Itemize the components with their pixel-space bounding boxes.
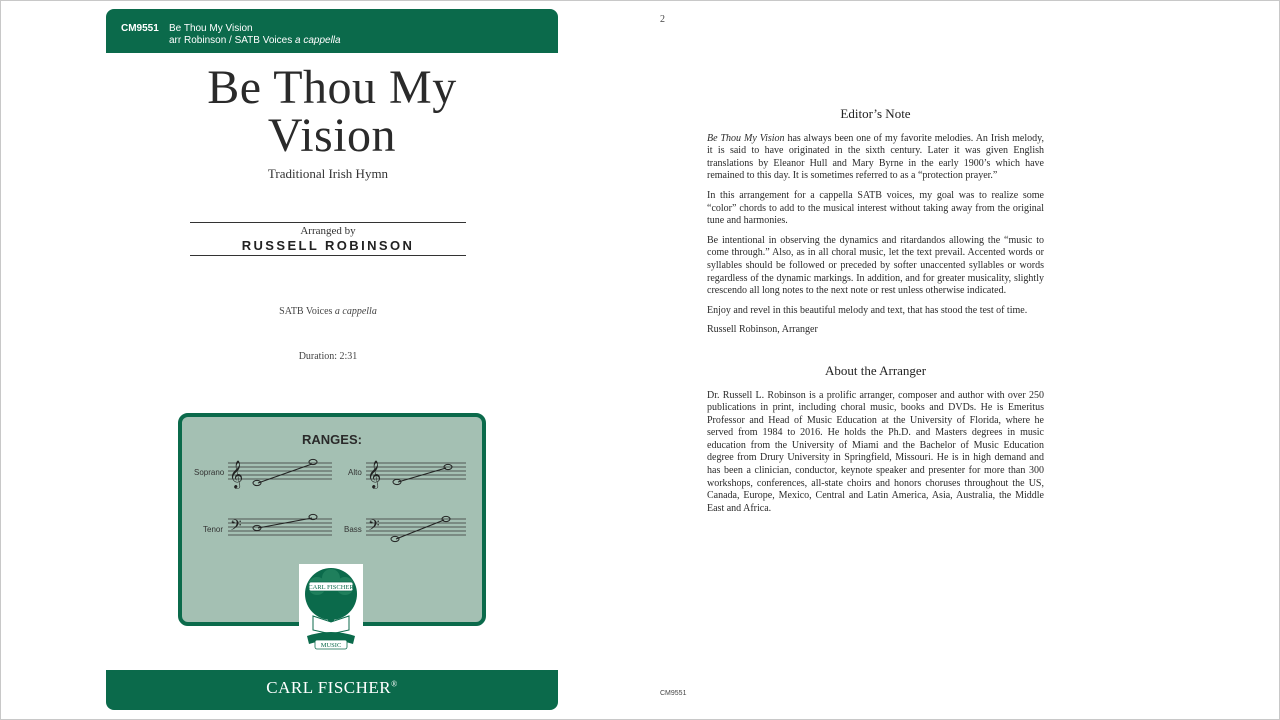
tenor-label: Tenor bbox=[203, 525, 224, 534]
editors-note-signature: Russell Robinson, Arranger bbox=[707, 324, 818, 336]
ranges-title: RANGES: bbox=[302, 432, 362, 447]
bass-staff bbox=[366, 511, 466, 545]
soprano-staff bbox=[228, 455, 332, 489]
bass-clef-icon: 𝄢 bbox=[368, 517, 380, 538]
cover-page bbox=[106, 9, 558, 711]
editors-note-heading: Editor’s Note bbox=[840, 106, 911, 121]
editors-note-paragraph-1: Be Thou My Vision has always been one of my favorite melodies. An Irish melody, it is said to have originated in the sixth century. Later it was given English translations by Eleanor Hull and Mary Byrne in the early 1900’s which have remained to this day. It is sometimes referred to as a “protection prayer.” bbox=[707, 132, 1044, 182]
editors-note-column bbox=[707, 108, 1044, 522]
cover-header-band bbox=[106, 9, 558, 53]
editors-note-paragraph-4: Enjoy and revel in this beautiful melody and text, that has stood the test of time. bbox=[707, 304, 1028, 316]
svg-text:CARL FISCHER: CARL FISCHER bbox=[308, 584, 354, 591]
about-arranger-heading: About the Arranger bbox=[824, 362, 927, 378]
editors-note-paragraph-2: In this arrangement for a cappella SATB voices, my goal was to realize some “color” chords to add to the musical interest without taking away from the original tune and harmonies. bbox=[707, 189, 1044, 227]
treble-clef-icon: 𝄞 bbox=[367, 460, 382, 488]
svg-text:MUSIC: MUSIC bbox=[320, 642, 342, 649]
editors-note-paragraph-3: Be intentional in observing the dynamics and ritardandos allowing the “music to come through.” Also, as in all choral music, let the text prevail. Accented words or syllables should be followed or preceded by softer unaccented syllables or words regardless of the dynamic markings. In addition, and for greater musicality, slightly crescendo all long notes to the next note or rest unless otherwise indicated. bbox=[707, 234, 1044, 297]
tenor-staff bbox=[228, 511, 332, 545]
voicing-line: SATB Voices a cappella bbox=[279, 306, 377, 317]
divider-bottom bbox=[190, 255, 466, 256]
header-title: Be Thou My Vision bbox=[169, 23, 253, 34]
header-arrangement: arr Robinson / SATB Voices a cappella bbox=[169, 35, 341, 46]
carl-fischer-music-logo bbox=[299, 564, 363, 652]
treble-clef-icon: 𝄞 bbox=[229, 460, 244, 488]
page-footer-code: CM9551 bbox=[660, 690, 687, 697]
duration: Duration: 2:31 bbox=[298, 351, 358, 362]
soprano-label: Soprano bbox=[194, 468, 225, 477]
divider-top bbox=[190, 222, 466, 223]
arranger-name: RUSSELL ROBINSON bbox=[241, 238, 415, 253]
cover-subtitle: Traditional Irish Hymn bbox=[267, 166, 389, 181]
bass-label: Bass bbox=[344, 525, 362, 534]
page-number: 2 bbox=[660, 14, 665, 25]
cover-title: Be Thou My Vision bbox=[207, 61, 457, 162]
cover-footer-band bbox=[106, 670, 558, 710]
bass-clef-icon: 𝄢 bbox=[230, 517, 242, 538]
arranged-by-label: Arranged by bbox=[300, 225, 356, 237]
alto-label: Alto bbox=[348, 468, 362, 477]
alto-staff bbox=[366, 455, 466, 489]
publisher-name: CARL FISCHER® bbox=[266, 678, 398, 697]
catalog-code: CM9551 bbox=[121, 23, 159, 34]
about-arranger-text: Dr. Russell L. Robinson is a prolific arranger, composer and author with over 250 publications in print, including choral music, books and DVDs. He is Emeritus Professor and Head of Music Education at the University of Florida, where he served from 1984 to 2016. He holds the Ph.D. and Masters degrees in music education from the University of Miami and the Bachelor of Music Education degree from Drury University in Springfield, Missouri. He is in high demand and has been a clinician, conductor, keynote speaker and presenter for more than 300 workshops, conferences, all-state choirs and honors choruses throughout the US, Canada, Europe, Mexico, Central and Latin America, Asia, Australia, the Middle East and Africa. bbox=[707, 389, 1044, 514]
